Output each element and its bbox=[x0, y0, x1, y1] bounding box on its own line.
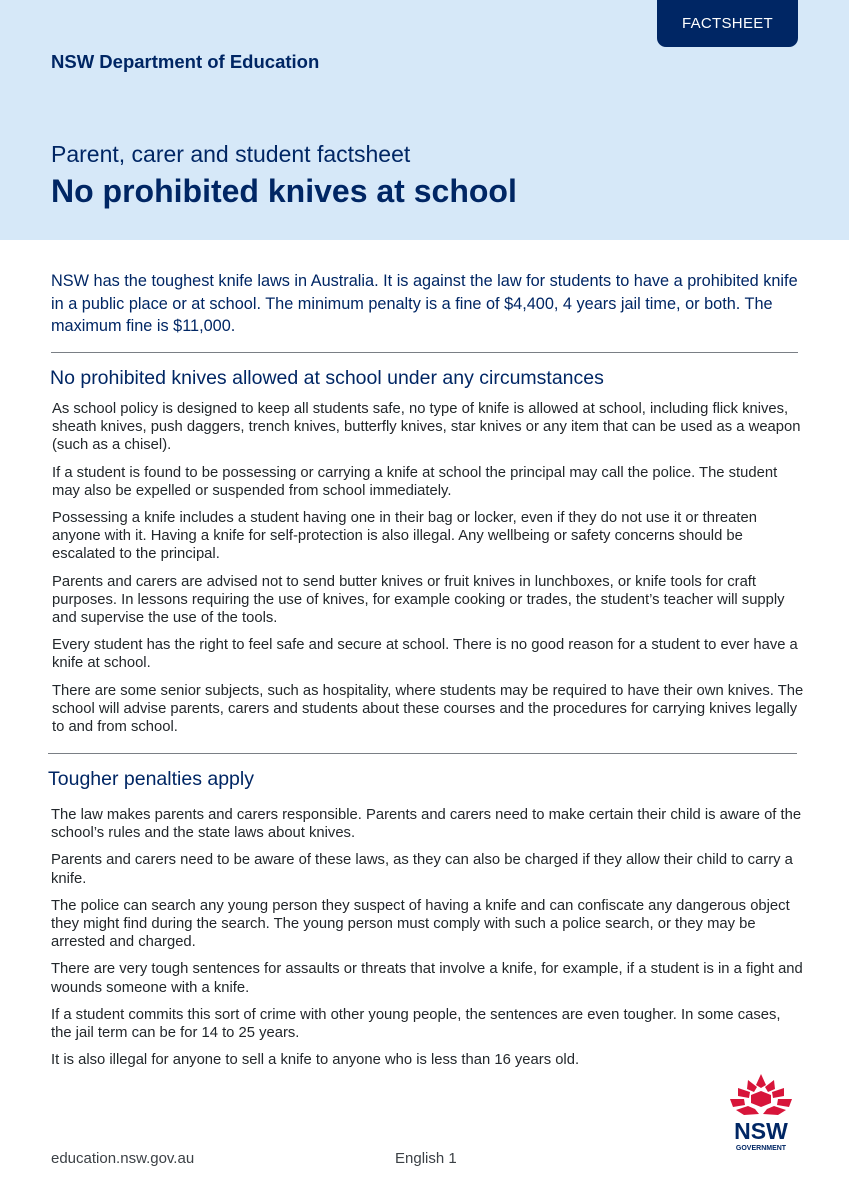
paragraph: Parents and carers need to be aware of these laws, as they can also be charged if they allow their child to carry a knife. bbox=[51, 852, 793, 887]
page-title: No prohibited knives at school bbox=[51, 173, 517, 209]
paragraph: If a student commits this sort of crime with other young people, the sentences are even tougher. In some cases, the jail term can be for 14 to 25 years. bbox=[51, 1006, 781, 1042]
intro-paragraph: NSW has the toughest knife laws in Australia. It is against the law for students to have a prohibited knife in a public place or at school. The minimum penalty is a fine of $4,400, 4 years jail time, or both. The maximum fine is $11,000. bbox=[51, 272, 798, 335]
paragraph: Possessing a knife includes a student having one in their bag or locker, even if they do not use it or threaten anyone with it. Having a knife for self-protection is also illegal. Any wellbeing or safety concerns should be escalated to the principal. bbox=[52, 510, 757, 563]
header-banner bbox=[0, 0, 849, 240]
divider bbox=[51, 352, 798, 353]
logo-text: NSW bbox=[734, 1118, 788, 1144]
paragraph: If a student is found to be possessing or carrying a knife at school the principal may call the police. The student may also be expelled or suspended from school immediately. bbox=[52, 464, 778, 499]
paragraph: It is also illegal for anyone to sell a knife to anyone who is less than 16 years old. bbox=[51, 1052, 580, 1069]
footer-url: education.nsw.gov.au bbox=[51, 1150, 195, 1167]
section-heading-penalties: Tougher penalties apply bbox=[48, 768, 254, 790]
nsw-government-logo bbox=[724, 1072, 798, 1156]
paragraph: Every student has the right to feel safe and secure at school. There is no good reason for a student to ever have a knife at school. bbox=[52, 637, 798, 672]
section-body-prohibited bbox=[52, 400, 804, 745]
waratah-icon bbox=[730, 1074, 792, 1115]
section-body-penalties bbox=[51, 806, 803, 1078]
department-name: NSW Department of Education bbox=[51, 51, 320, 72]
paragraph: The law makes parents and carers responsible. Parents and carers need to make certain their child is aware of the school’s rules and the state laws about knives. bbox=[51, 807, 802, 842]
paragraph: The police can search any young person they suspect of having a knife and can confiscate any dangerous object they might find during the search. The young person must comply with such a police search, or they may be arrested and charged. bbox=[51, 897, 790, 951]
section-heading-prohibited: No prohibited knives allowed at school under any circumstances bbox=[50, 367, 604, 389]
footer-page-label: English 1 bbox=[395, 1150, 457, 1167]
paragraph: There are very tough sentences for assaults or threats that involve a knife, for example, if a student is in a fight and wounds someone with a knife. bbox=[51, 961, 803, 996]
page-subtitle: Parent, carer and student factsheet bbox=[51, 141, 411, 167]
factsheet-tag: FACTSHEET bbox=[657, 0, 798, 47]
divider bbox=[48, 753, 797, 754]
paragraph: There are some senior subjects, such as hospitality, where students may be required to have their own knives. The school will advise parents, carers and students about these courses and the procedures for carrying knives legally to and from school. bbox=[52, 682, 804, 736]
logo-subtext: GOVERNMENT bbox=[735, 1145, 787, 1152]
paragraph: Parents and carers are advised not to send butter knives or fruit knives in lunchboxes, or knife tools for craft purposes. In lessons requiring the use of knives, for example cooking or trades, the student’s teacher will supply and supervise the use of the tools. bbox=[52, 573, 785, 627]
paragraph: As school policy is designed to keep all students safe, no type of knife is allowed at school, including flick knives, sheath knives, push daggers, trench knives, butterfly knives, star knives or any item that can be used as a weapon (such as a chisel). bbox=[52, 401, 801, 454]
